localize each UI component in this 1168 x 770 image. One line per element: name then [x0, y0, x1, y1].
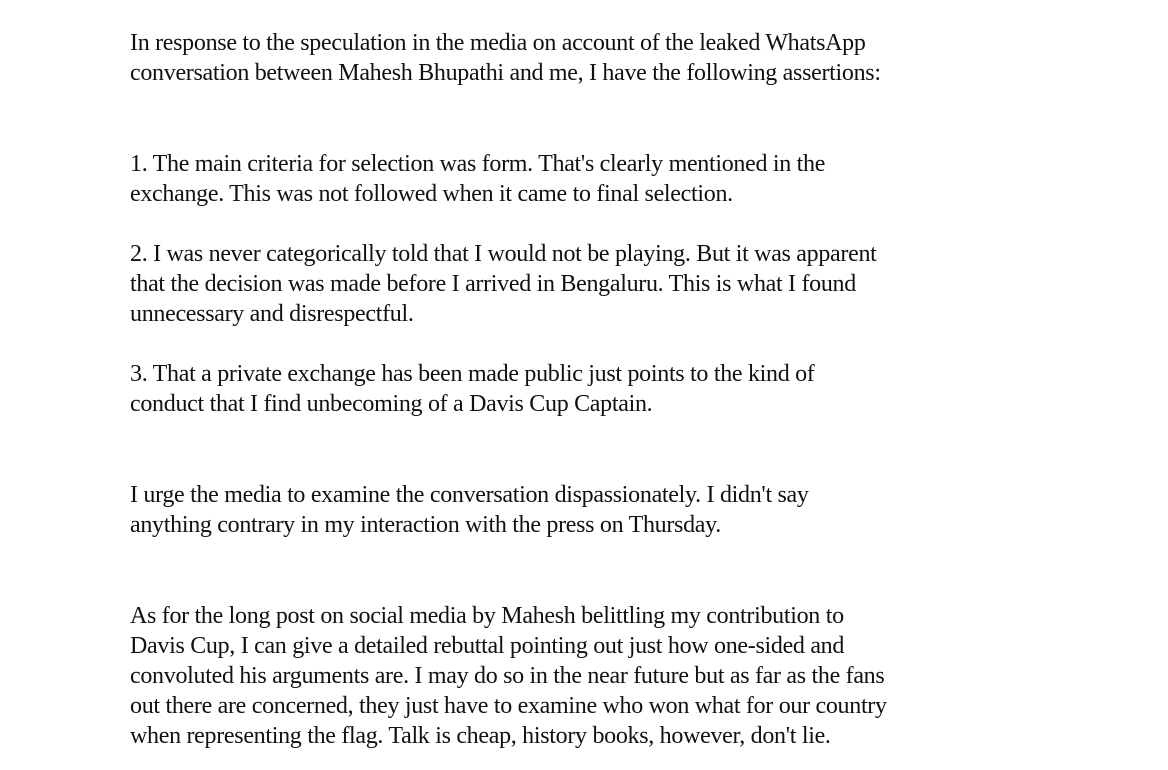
- paragraph-spacer: [130, 329, 1130, 359]
- assertion-3-paragraph: 3. That a private exchange has been made public just points to the kind of conduct that I find unbecoming of a Davis Cup Captain.: [130, 361, 815, 417]
- intro-paragraph: In response to the speculation in the media on account of the leaked WhatsApp conversation between Mahesh Bhupathi and me, I have the following assertions:: [130, 30, 881, 86]
- paragraph-spacer: [130, 209, 1130, 239]
- paragraph-spacer: [130, 419, 1130, 480]
- media-appeal-paragraph: I urge the media to examine the conversation dispassionately. I didn't say anything contrary in my interaction with the press on Thursday.: [130, 482, 809, 538]
- closing-paragraph: As for the long post on social media by Mahesh belittling my contribution to Davis Cup, I can give a detailed rebuttal pointing out just how one-sided and convoluted his arguments are. I may do so in the near future but as far as the fans out there are concerned, they just have to examine who won what for our country when representing the flag. Talk is cheap, history books, however, don't lie.: [130, 603, 887, 749]
- paragraph-spacer: [130, 88, 1130, 149]
- assertion-1-paragraph: 1. The main criteria for selection was form. That's clearly mentioned in the exchange. This was not followed when it came to final selection.: [130, 151, 826, 207]
- paragraph-spacer: [130, 540, 1130, 601]
- assertion-2-paragraph: 2. I was never categorically told that I would not be playing. But it was apparent that the decision was made before I arrived in Bengaluru. This is what I found unnecessary and disrespectful.: [130, 241, 877, 327]
- statement-document: [130, 28, 1130, 751]
